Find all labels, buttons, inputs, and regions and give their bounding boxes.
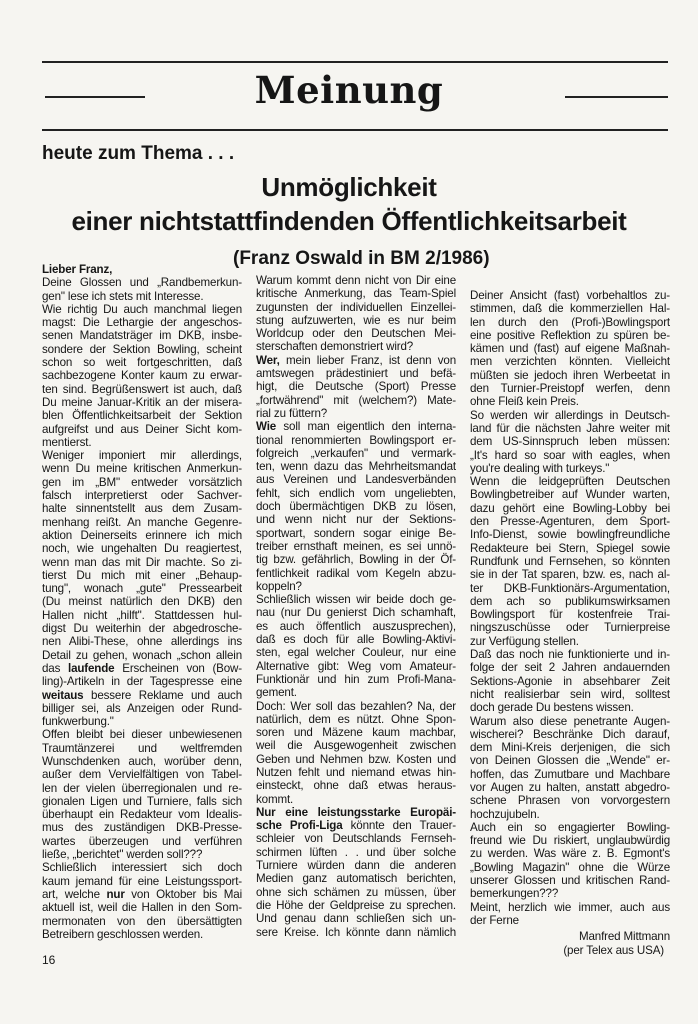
text-line: zu werden. Was wäre z. B. Egmont's xyxy=(470,847,670,861)
headline-line-1: Unmöglichkeit xyxy=(261,172,437,202)
text-line: menhang reißt. An manche Gegenre- xyxy=(42,515,242,529)
text-line: „fortwährend" mit (welchem?) Mate- xyxy=(256,393,456,407)
text-line: gen" lese ich stets mit Interesse. xyxy=(42,289,204,303)
paragraph xyxy=(256,806,456,939)
text-line: ningszuschüsse oder Turnierpreise xyxy=(470,621,670,635)
text-line: stimmen, daß die kommerziellen Hal- xyxy=(470,302,670,316)
text-line: folge der seit 2 Jahren andauernden xyxy=(470,661,670,675)
text-line: Und genau dann schließen sich un- xyxy=(256,912,456,926)
text-line: wischerei? Beschränke Dich darauf, xyxy=(470,727,670,741)
text-line: stung aufzuwerten, wie es nur beim xyxy=(256,313,456,327)
text-line: überhaupt ein Redakteur vom Idealis- xyxy=(42,808,242,822)
paragraph xyxy=(42,276,242,303)
text-line xyxy=(256,806,456,819)
signature xyxy=(470,930,670,957)
text-line: folgreich „verkaufen" und vermark- xyxy=(256,446,456,460)
text-line: rial zu füttern? xyxy=(256,406,328,420)
paragraph xyxy=(470,475,670,648)
text-line: Rundfunk und Fernsehen, so könnten xyxy=(470,554,670,568)
text-line: kritische Anmerkung, das Team-Spiel xyxy=(256,287,456,301)
text-line: mentierst. xyxy=(42,435,92,449)
text-line: men verzichten könnten. Vielleicht xyxy=(470,355,670,369)
text-line: Auch ein so engagierter Bowling- xyxy=(470,820,670,834)
text-line: natürlich, dem es nützt. Ohne Spon- xyxy=(256,712,456,726)
text-line: sere Kreise. Ich könnte dann nämlich xyxy=(256,925,456,939)
text-line: dem ach so publikumswirksamen xyxy=(470,594,670,608)
text-line: „Bowling Magazin" ohne die Würze xyxy=(470,860,670,874)
text-line: nicht realisierbar sein wird, solltest xyxy=(470,687,670,701)
text-line: dem Mini-Kreis derjenigen, die sich xyxy=(470,741,670,755)
paragraph xyxy=(42,303,242,449)
text-line: den Turnier-Preistopf werfen, denn xyxy=(470,382,670,396)
text-line: zur Verfügung stellen. xyxy=(470,634,579,648)
text-line: funkwerbung." xyxy=(42,715,114,729)
text-line: schleier von Deutschlands Fernseh- xyxy=(256,832,456,846)
text-line: Geben und Nehmen bzw. Kosten und xyxy=(256,752,456,766)
text-line: ohne Fleiß kein Preis. xyxy=(470,395,579,409)
bold-emphasis: nur xyxy=(106,887,125,901)
text-line: weitaus bessere Reklame und auch xyxy=(42,688,242,702)
text-line: weil die Ausgewogenheit zwischen xyxy=(256,739,456,753)
text-line: den Presse-Agenturen, dem Sport- xyxy=(470,515,670,529)
text-line: die Höhe der Geldpreise zu sprechen. xyxy=(256,898,456,912)
signature-name: Manfred Mittmann xyxy=(578,930,670,944)
text-line: sten, egal welcher Couleur, nur eine xyxy=(256,646,456,660)
text-line: fehlt, sich endlich vom ungeliebten, xyxy=(256,486,456,500)
paragraph xyxy=(42,861,242,941)
text-line: len durch den (Profi-)Bowlingsport xyxy=(470,315,670,329)
text-line: ter DKB-Funktionärs-Argumentation, xyxy=(470,581,670,595)
paragraph xyxy=(470,715,670,821)
text-line: kaum jemand für eine Leistungssport- xyxy=(42,874,242,888)
text-line: Sektions-Agonie in absehbarer Zeit xyxy=(470,674,670,688)
text-line: (Du meinst natürlich den DKB) den xyxy=(42,595,242,609)
text-line: unserer Glossen und kritischen Rand- xyxy=(470,874,670,888)
text-line: Wenn die leidgeprüften Deutschen xyxy=(470,475,670,489)
text-line: zugunsten der individuellen Einzellei- xyxy=(256,300,456,314)
text-line: aus Vereinen und Landesverbänden xyxy=(256,473,456,487)
text-line: sie in der Tat sparen, bzw. es, nach al- xyxy=(470,568,670,582)
paragraph xyxy=(42,449,242,728)
text-line: Weniger imponiert mir allerdings, xyxy=(42,449,242,463)
text-line: wenn Du meine kritischen Anmerkun- xyxy=(42,462,242,476)
headline-line-2: einer nichtstattfindenden Öffentlichkeitsarbeit xyxy=(71,206,627,236)
text-line: ten, wenn dazu das Mehrheitsmandat xyxy=(256,460,456,474)
text-line: Betreibern geschlossen werden. xyxy=(42,927,204,941)
text-line: billiger sei, als Anzeigen oder Rund- xyxy=(42,701,242,715)
text-line: Worldcup oder den Deutschen Mei- xyxy=(256,327,456,341)
text-line: Schließlich wissen wir beide doch ge- xyxy=(256,593,456,607)
text-line xyxy=(42,263,242,276)
top-rule xyxy=(42,61,668,63)
bold-emphasis: Wer, xyxy=(256,353,280,367)
text-line: Doch: Wer soll das bezahlen? Na, der xyxy=(256,699,456,713)
paragraph xyxy=(470,821,670,901)
text-line: soren und Mäzene kaum machbar, xyxy=(256,726,456,740)
text-line: sondere der Sektion Bowling, scheint xyxy=(42,342,242,356)
text-line: aktuell ist, weil die Hallen in den Som- xyxy=(42,901,242,915)
text-line: Traumtänzerei und weltfremden xyxy=(42,741,242,755)
text-line: Meint, herzlich wie immer, auch aus xyxy=(470,900,670,914)
text-line: dazu gehört eine Bowling-Lobby bei xyxy=(470,501,670,515)
text-line: So werden wir allerdings in Deutsch- xyxy=(470,408,670,422)
paragraph xyxy=(42,263,242,276)
text-line: eine positive Reflektion zu spüren be- xyxy=(470,328,670,342)
text-line: higt, die Deutsche (Sport) Presse xyxy=(256,380,456,394)
text-line: Detail zu gehen, wonach „schon allein xyxy=(42,648,242,662)
text-line: digst Du weiterhin der abgedrosche- xyxy=(42,622,242,636)
text-line: senen Mandatsträger im DKB, insbe- xyxy=(42,329,242,343)
text-line: koppeln? xyxy=(256,579,302,593)
text-line: art, welche nur von Oktober bis Mai xyxy=(42,887,242,901)
page-number: 16 xyxy=(42,953,56,967)
article-column-2 xyxy=(256,274,456,939)
paragraph xyxy=(470,289,670,409)
text-line: hoffen, das Zumutbare und Machbare xyxy=(470,767,670,781)
text-line: Warum kommt denn nicht von Dir eine xyxy=(256,274,456,287)
text-line: das laufende Erscheinen von (Bow- xyxy=(42,661,242,675)
text-line: Info-Dienst, sowie bowlingfreundliche xyxy=(470,528,670,542)
text-line: gement. xyxy=(256,686,297,700)
text-line: sportwart, sondern sogar einige Be- xyxy=(256,526,456,540)
text-line: Alternative gibt: Weg vom Amateur- xyxy=(256,659,456,673)
paragraph xyxy=(470,901,670,928)
text-line: doch gerade Du bestens wissen. xyxy=(470,701,634,715)
text-line: Bowlingsport für kostenfreie Trai- xyxy=(470,608,670,622)
text-line: aktion Deinerseits erinnere ich mich xyxy=(42,528,242,542)
text-line: gionalen Ligen und Turniere, falls sich xyxy=(42,794,242,808)
bold-emphasis: Lieber Franz, xyxy=(42,263,113,276)
text-line: land für die nächsten Jahre weiter mit xyxy=(470,421,670,435)
bold-emphasis: weitaus xyxy=(42,688,84,702)
section-title: Meinung xyxy=(254,68,444,112)
text-line: außer dem Vervielfältigen von Tabel- xyxy=(42,768,242,782)
text-line: gen im „BM" entweder vorsätzlich xyxy=(42,475,242,489)
text-line: tional renommierten Bowlingsport er- xyxy=(256,433,456,447)
paragraph xyxy=(256,274,456,354)
text-line: nen Alibi-These, ohne allerdings ins xyxy=(42,635,242,649)
paragraph xyxy=(256,420,456,593)
text-line: Redakteure bei Stern, Spiegel sowie xyxy=(470,541,670,555)
bold-emphasis: Nur eine leistungsstarke Europäi- xyxy=(256,805,456,819)
paragraph xyxy=(470,648,670,714)
text-line: der Ferne xyxy=(470,913,519,927)
source-reference: (Franz Oswald in BM 2/1986) xyxy=(233,248,490,269)
masthead-bottom-rule xyxy=(42,129,668,131)
text-line: müßten sie jedoch ihren Werbeetat in xyxy=(470,368,670,382)
text-line: schirmen lüften . . und über solche xyxy=(256,845,456,859)
text-line: sche Profi-Liga könnte den Trauer- xyxy=(256,819,456,833)
text-line: von Deinen Glossen die „Wende" er- xyxy=(470,754,670,768)
text-line: schene Phrasen von vorvorgestern xyxy=(470,794,670,808)
text-line: wartes überzeugen und verführen xyxy=(42,834,242,848)
text-line: Bowlingbetreiber auf Wunder warten, xyxy=(470,488,670,502)
text-line: Nutzen fehlt und niemand etwas hin- xyxy=(256,765,456,779)
text-line: Hallen nicht „hilft". Stattdessen hul- xyxy=(42,608,242,622)
text-line: falsch interpretierst oder Sachver- xyxy=(42,489,242,503)
paragraph xyxy=(470,409,670,475)
text-line: kommt. xyxy=(256,792,294,806)
text-line: kämen und (fast) auf eigene Maßnah- xyxy=(470,342,670,356)
text-line: amtswegen prädestiniert und befä- xyxy=(256,367,456,381)
text-line: ling)-Artikeln in der Tagespresse eine xyxy=(42,675,242,689)
text-line: Turniere würden dann die anderen xyxy=(256,859,456,873)
signature-note: (per Telex aus USA) xyxy=(563,943,664,957)
text-line: nau (nur Du genierst Dich schamhaft, xyxy=(256,606,456,620)
text-line: es auch öffentlich auszusprechen), xyxy=(256,619,456,633)
text-line: Wunschdenken auch, worüber denn, xyxy=(42,754,242,768)
text-line: Daß das noch nie funktionierte und in- xyxy=(470,648,670,662)
text-line: bemerkungen??? xyxy=(470,887,559,901)
text-line: hochzujubeln. xyxy=(470,807,540,821)
text-line: Schließlich interessiert sich doch xyxy=(42,861,242,875)
text-line: Du meine Januar-Kritik an der misera- xyxy=(42,395,242,409)
text-line: schon so weit fortgeschritten, daß xyxy=(42,356,242,370)
article-column-3 xyxy=(470,289,670,957)
text-line: mermonaten von den übersättigten xyxy=(42,914,242,928)
text-line: vor Augen zu halten, anstatt abgedro- xyxy=(470,780,670,794)
text-line: Deiner Ansicht (fast) vorbehaltlos zu- xyxy=(470,289,670,302)
text-line: und wenn nicht nur der Sektions- xyxy=(256,513,456,527)
text-line: ließe, „berichtet" werden soll??? xyxy=(42,848,203,862)
text-line: noch, wie ungehalten Du reagiertest, xyxy=(42,542,242,556)
text-line: tung", wonach „gute" Pressearbeit xyxy=(42,582,242,596)
text-line: mus des zuständigen DKB-Presse- xyxy=(42,821,242,835)
text-line: ohne sich schämen zu müssen, über xyxy=(256,885,456,899)
paragraph xyxy=(256,593,456,699)
text-line: daß es doch für alle Bowling-Aktivi- xyxy=(256,633,456,647)
text-line: Warum also diese penetrante Augen- xyxy=(470,714,670,728)
text-line: Medien ganz automatisch berichten, xyxy=(256,872,456,886)
text-line: Wie richtig Du auch manchmal liegen xyxy=(42,302,242,316)
text-line: tig bzw. gefährlich, Bowling in der Öf- xyxy=(256,553,456,567)
text-line: dem US-Sinnspruch leben müssen: xyxy=(470,435,670,449)
text-line: sterschaften demonstriert wird? xyxy=(256,340,414,354)
paragraph xyxy=(256,700,456,806)
kicker: heute zum Thema . . . xyxy=(42,143,235,164)
text-line: len der vielen überregionalen und re- xyxy=(42,781,242,795)
text-line: Wer, mein lieber Franz, ist denn von xyxy=(256,353,456,367)
text-line: fentlichkeit radikal vom Kegeln abzu- xyxy=(256,566,456,580)
text-line: treiber ernsthaft meinen, es sei unnö- xyxy=(256,539,456,553)
text-line: you're dealing with turkeys." xyxy=(470,461,610,475)
text-line: aufgreifst und aus Deiner Sicht kom- xyxy=(42,422,242,436)
text-line: „It's hard so soar with eagles, when xyxy=(470,448,670,462)
bold-emphasis: laufende xyxy=(68,661,115,675)
text-line: sachbezogene Konter kaum zu erwar- xyxy=(42,369,242,383)
text-line: halte sinnentstellt aus dem Zusam- xyxy=(42,502,242,516)
text-line: wenn man das mit Dir machte. So zi- xyxy=(42,555,242,569)
article-column-1 xyxy=(42,263,242,941)
text-line: Deine Glossen und „Randbemerkun- xyxy=(42,276,242,290)
bold-emphasis: sche Profi-Liga xyxy=(256,819,343,833)
text-line: Funktionär und hin zum Profi-Mana- xyxy=(256,672,456,686)
text-line: blen Öffentlichkeitsarbeit der Sektion xyxy=(42,409,242,423)
text-line: Offen bleibt bei dieser unbewiesenen xyxy=(42,728,242,742)
text-line: magst: Die Lethargie der angeschos- xyxy=(42,316,242,330)
text-line: Wie soll man eigentlich den interna- xyxy=(256,420,456,434)
text-line: doch übermächtigen DKB zu lösen, xyxy=(256,500,456,514)
paragraph xyxy=(42,728,242,861)
text-line: freund wie Du riskiert, unglaubwürdig xyxy=(470,834,670,848)
bold-emphasis: Wie xyxy=(256,420,277,434)
text-line: einsteckt, ohne daß etwas heraus- xyxy=(256,779,456,793)
text-line: ten sind. Begrüßenswert ist auch, daß xyxy=(42,382,242,396)
text-line: tierst Du mich mit einer „Behaup- xyxy=(42,568,242,582)
paragraph xyxy=(256,354,456,420)
